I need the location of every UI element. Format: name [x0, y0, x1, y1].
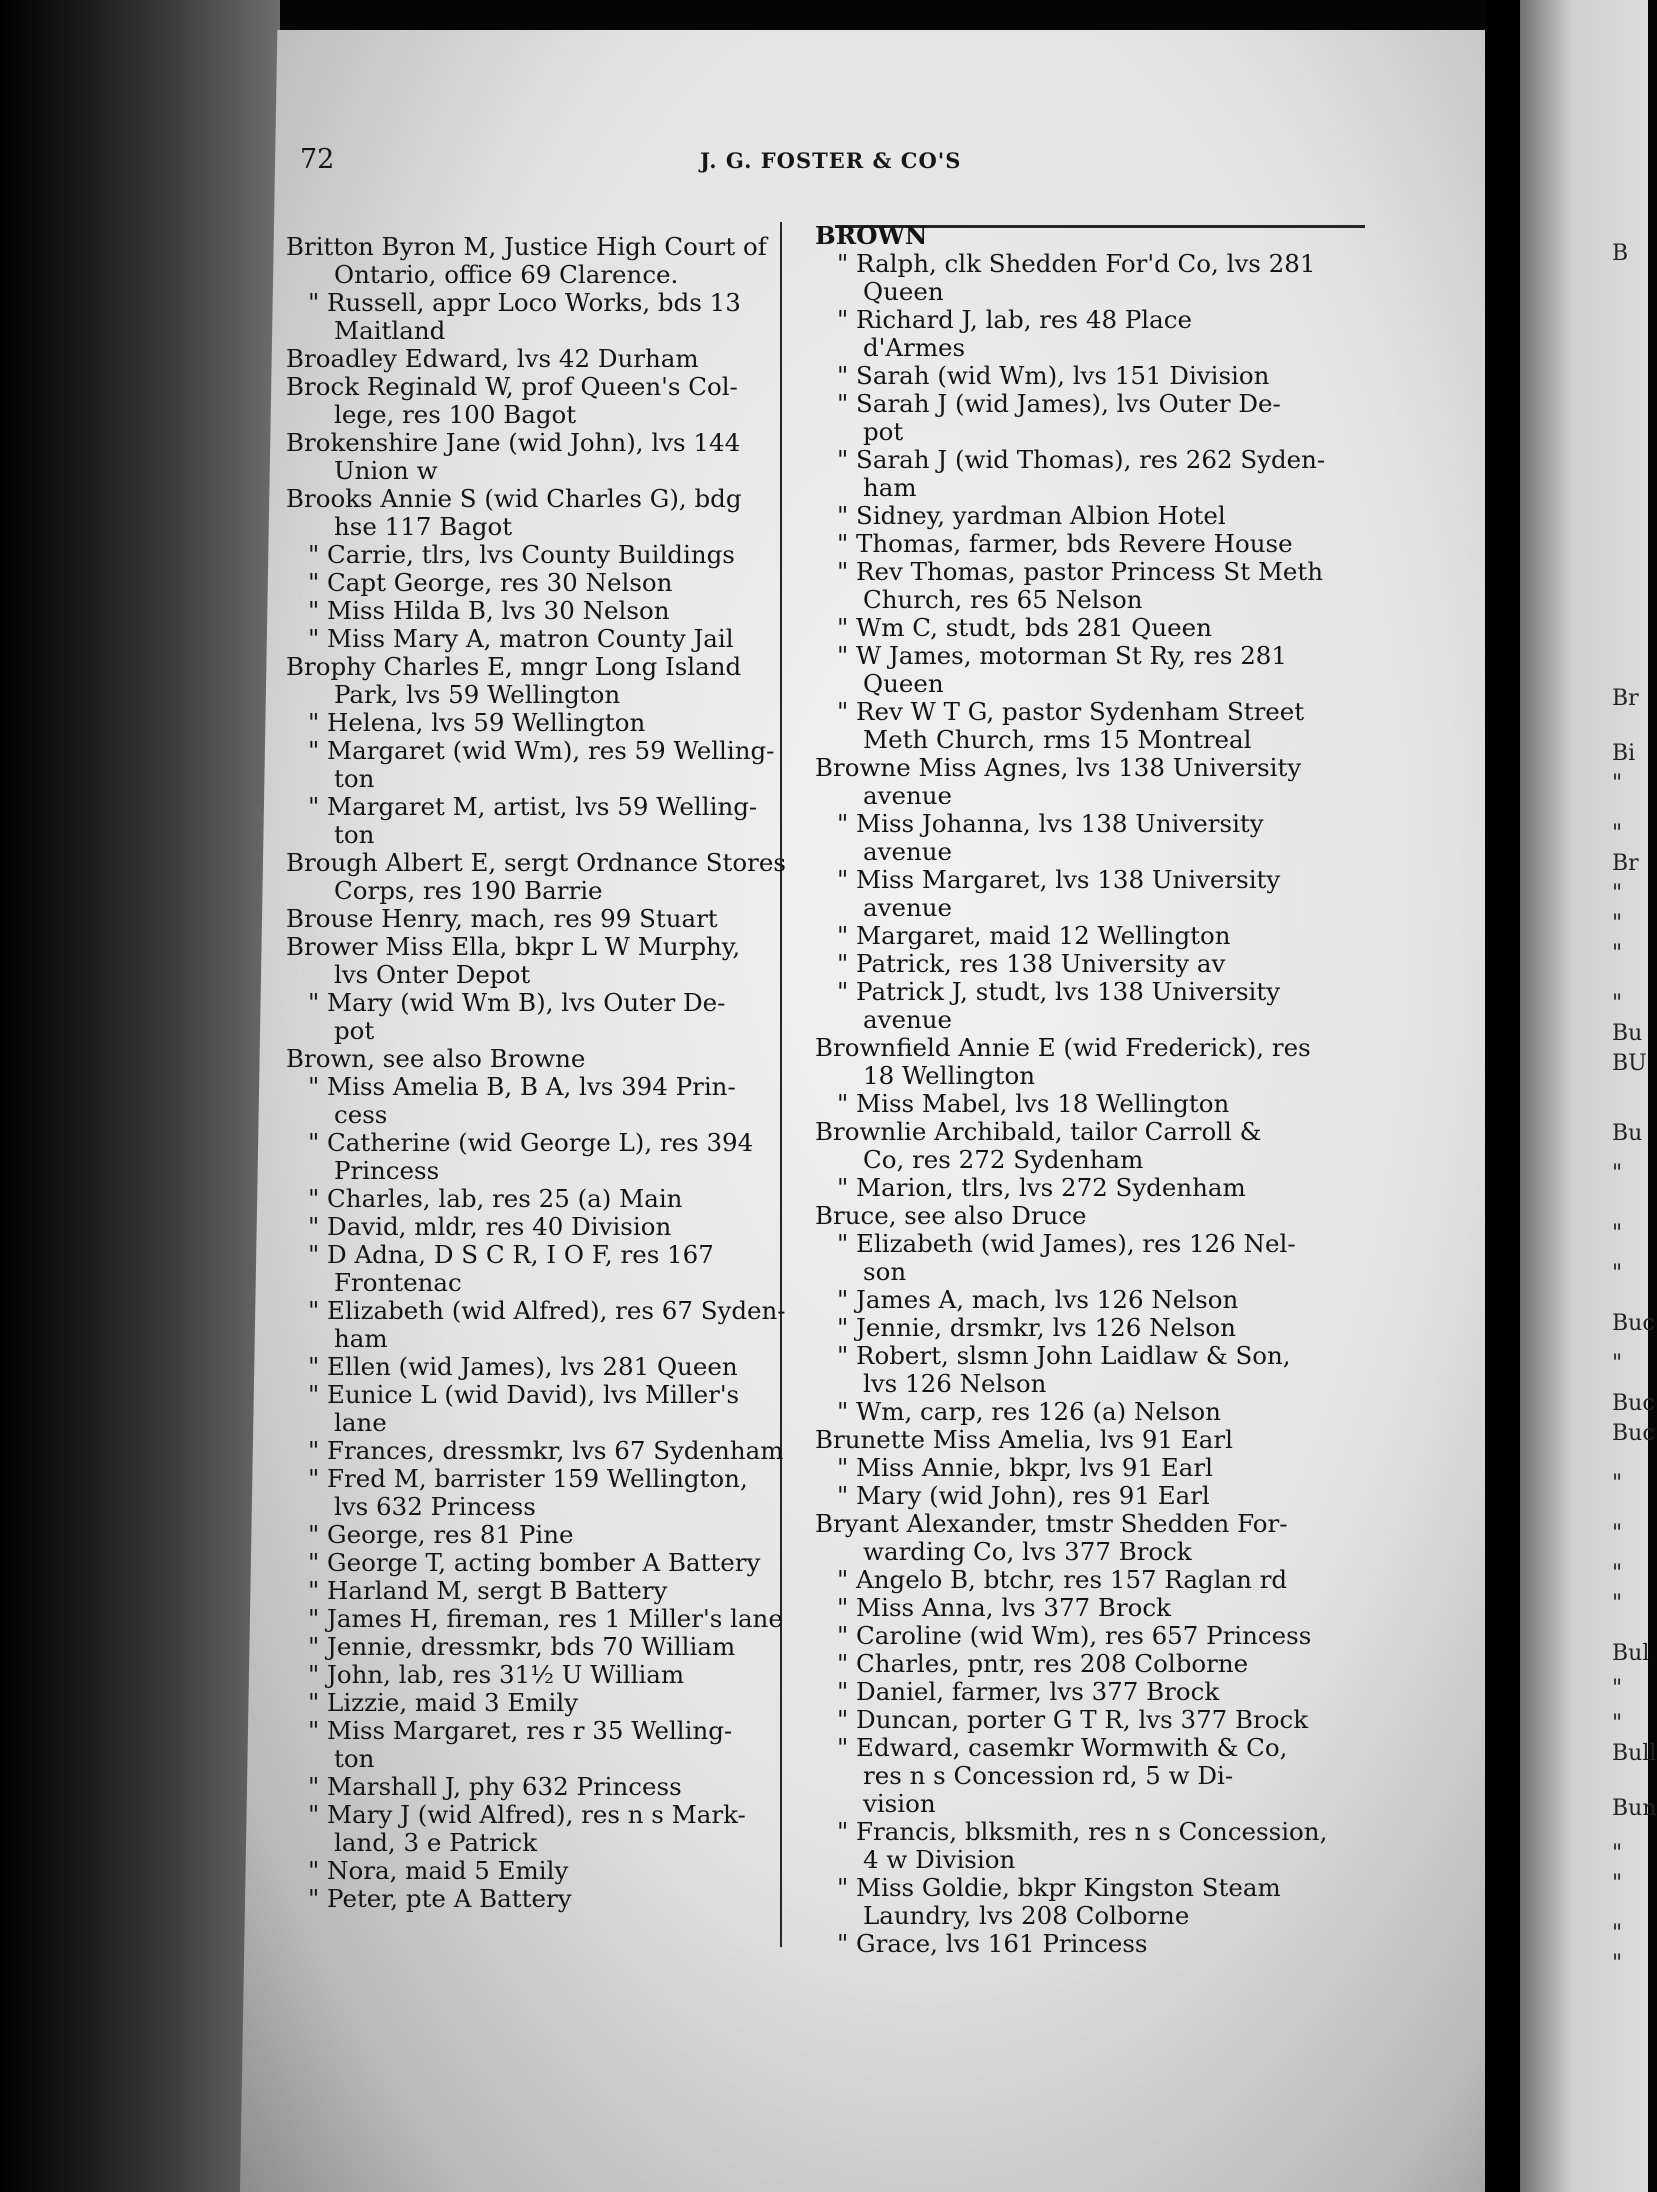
facing-page-fragment: " — [1612, 1161, 1623, 1186]
directory-line: " Elizabeth (wid Alfred), res 67 Syden- — [308, 1296, 786, 1325]
directory-line: " Richard J, lab, res 48 Place — [837, 305, 1192, 334]
directory-line: " Frances, dressmkr, lvs 67 Sydenham — [308, 1436, 784, 1465]
directory-line: " Wm, carp, res 126 (a) Nelson — [837, 1397, 1221, 1426]
page-number: 72 — [300, 144, 335, 175]
directory-line: " Daniel, farmer, lvs 377 Brock — [837, 1677, 1220, 1706]
facing-page-fragment: B — [1612, 241, 1629, 266]
directory-line: avenue — [863, 837, 953, 866]
directory-line: Brock Reginald W, prof Queen's Col- — [286, 372, 738, 401]
directory-line: " Rev Thomas, pastor Princess St Meth — [837, 557, 1324, 586]
directory-line: " Peter, pte A Battery — [308, 1884, 572, 1913]
directory-line: " Jennie, drsmkr, lvs 126 Nelson — [837, 1313, 1236, 1342]
directory-line: " Miss Goldie, bkpr Kingston Steam — [837, 1873, 1281, 1902]
directory-line: Brophy Charles E, mngr Long Island — [286, 652, 742, 681]
directory-line: " Miss Margaret, res r 35 Welling- — [308, 1716, 733, 1745]
directory-line: " James A, mach, lvs 126 Nelson — [837, 1285, 1239, 1314]
directory-line: " Mary (wid Wm B), lvs Outer De- — [308, 988, 726, 1017]
directory-line: " Carrie, tlrs, lvs County Buildings — [308, 540, 735, 569]
directory-line: " Elizabeth (wid James), res 126 Nel- — [837, 1229, 1296, 1258]
directory-line: hse 117 Bagot — [334, 512, 513, 541]
directory-line: Co, res 272 Sydenham — [863, 1145, 1144, 1174]
directory-line: Brokenshire Jane (wid John), lvs 144 — [286, 428, 741, 457]
directory-line: lvs 632 Princess — [334, 1492, 536, 1521]
directory-line: " Margaret M, artist, lvs 59 Welling- — [308, 792, 758, 821]
facing-page-fragment: " — [1612, 1561, 1623, 1586]
directory-line: Brouse Henry, mach, res 99 Stuart — [286, 904, 718, 933]
directory-line: " George, res 81 Pine — [308, 1520, 574, 1549]
facing-page-fragment: Br — [1612, 686, 1639, 711]
directory-line: son — [863, 1257, 907, 1286]
directory-line: " Miss Mabel, lvs 18 Wellington — [837, 1089, 1230, 1118]
directory-line: " Sarah J (wid James), lvs Outer De- — [837, 389, 1281, 418]
facing-page-fragment: Bu — [1612, 1021, 1643, 1046]
directory-line: Queen — [863, 669, 944, 698]
directory-line: Bryant Alexander, tmstr Shedden For- — [815, 1509, 1288, 1538]
directory-line: cess — [334, 1100, 388, 1129]
facing-page-fragment: " — [1612, 1351, 1623, 1376]
directory-line: Brown, see also Browne — [286, 1044, 586, 1073]
directory-line: Queen — [863, 277, 944, 306]
directory-line: " Mary J (wid Alfred), res n s Mark- — [308, 1800, 746, 1829]
directory-line: " George T, acting bomber A Battery — [308, 1548, 761, 1577]
facing-page-fragment: Bul — [1612, 1641, 1650, 1666]
facing-page-fragment: " — [1612, 1261, 1623, 1286]
directory-line: " Angelo B, btchr, res 157 Raglan rd — [837, 1565, 1288, 1594]
facing-page-fragment: " — [1612, 1221, 1623, 1246]
facing-page-fragment: " — [1612, 1521, 1623, 1546]
directory-line: " Miss Annie, bkpr, lvs 91 Earl — [837, 1453, 1213, 1482]
directory-line: Broadley Edward, lvs 42 Durham — [286, 344, 699, 373]
directory-line: " Mary (wid John), res 91 Earl — [837, 1481, 1210, 1510]
directory-line: " Margaret, maid 12 Wellington — [837, 921, 1231, 950]
facing-page-fragment: Bun — [1612, 1796, 1657, 1821]
directory-line: " Grace, lvs 161 Princess — [837, 1929, 1148, 1958]
directory-line: Princess — [334, 1156, 440, 1185]
directory-line: Bruce, see also Druce — [815, 1201, 1087, 1230]
directory-line: Brownlie Archibald, tailor Carroll & — [815, 1117, 1262, 1146]
directory-line: " Rev W T G, pastor Sydenham Street — [837, 697, 1305, 726]
facing-page-fragment: Buc — [1612, 1311, 1655, 1336]
directory-line: " Francis, blksmith, res n s Concession, — [837, 1817, 1328, 1846]
directory-line: Frontenac — [334, 1268, 462, 1297]
directory-line: " Ralph, clk Shedden For'd Co, lvs 281 — [837, 249, 1316, 278]
facing-page-fragment: " — [1612, 1591, 1623, 1616]
directory-line: " Robert, slsmn John Laidlaw & Son, — [837, 1341, 1291, 1370]
directory-line: " W James, motorman St Ry, res 281 — [837, 641, 1287, 670]
facing-page-fragment: " — [1612, 941, 1623, 966]
directory-line: ton — [334, 820, 375, 849]
directory-line: Corps, res 190 Barrie — [334, 876, 603, 905]
directory-line: " Ellen (wid James), lvs 281 Queen — [308, 1352, 738, 1381]
directory-line: Britton Byron M, Justice High Court of — [286, 232, 767, 261]
directory-line: " Russell, appr Loco Works, bds 13 — [308, 288, 741, 317]
directory-line: " Edward, casemkr Wormwith & Co, — [837, 1733, 1288, 1762]
facing-page-fragment: Bull — [1612, 1741, 1657, 1766]
directory-line: " Eunice L (wid David), lvs Miller's — [308, 1380, 740, 1409]
facing-page-fragment: " — [1612, 911, 1623, 936]
directory-line: Church, res 65 Nelson — [863, 585, 1143, 614]
facing-page-fragment: " — [1612, 1871, 1623, 1896]
directory-line: " Patrick J, studt, lvs 138 University — [837, 977, 1281, 1006]
directory-line: " Lizzie, maid 3 Emily — [308, 1688, 579, 1717]
directory-line: " Marshall J, phy 632 Princess — [308, 1772, 682, 1801]
running-head: J. G. FOSTER & CO'S — [700, 148, 962, 173]
directory-line: d'Armes — [863, 333, 966, 362]
directory-line: Union w — [334, 456, 438, 485]
directory-line: " Miss Anna, lvs 377 Brock — [837, 1593, 1171, 1622]
facing-page-fragment: " — [1612, 991, 1623, 1016]
directory-line: BROWN — [815, 221, 928, 250]
facing-page-fragment: Buc — [1612, 1391, 1655, 1416]
facing-page-fragment: Buc — [1612, 1421, 1655, 1446]
directory-line: lvs 126 Nelson — [863, 1369, 1047, 1398]
directory-line: " Helena, lvs 59 Wellington — [308, 708, 646, 737]
directory-line: lane — [334, 1408, 387, 1437]
directory-line: avenue — [863, 1005, 953, 1034]
directory-line: " Miss Mary A, matron County Jail — [308, 624, 734, 653]
directory-line: " Charles, pntr, res 208 Colborne — [837, 1649, 1249, 1678]
directory-line: Ontario, office 69 Clarence. — [334, 260, 679, 289]
facing-page-fragment: " — [1612, 771, 1623, 796]
directory-line: " Miss Johanna, lvs 138 University — [837, 809, 1264, 838]
directory-line: 4 w Division — [863, 1845, 1016, 1874]
directory-line: " James H, fireman, res 1 Miller's lane — [308, 1604, 783, 1633]
facing-page-fragment: " — [1612, 1841, 1623, 1866]
directory-line: " Caroline (wid Wm), res 657 Princess — [837, 1621, 1312, 1650]
page-gutter — [1485, 0, 1520, 2192]
directory-line: avenue — [863, 781, 953, 810]
directory-line: " Margaret (wid Wm), res 59 Welling- — [308, 736, 775, 765]
directory-line: " Harland M, sergt B Battery — [308, 1576, 668, 1605]
directory-line: " Sidney, yardman Albion Hotel — [837, 501, 1226, 530]
facing-page-fragment: Bi — [1612, 741, 1636, 766]
facing-page-fragment: " — [1612, 1471, 1623, 1496]
directory-line: " Charles, lab, res 25 (a) Main — [308, 1184, 683, 1213]
directory-line: Brownfield Annie E (wid Frederick), res — [815, 1033, 1311, 1062]
directory-line: lege, res 100 Bagot — [334, 400, 577, 429]
directory-line: land, 3 e Patrick — [334, 1828, 538, 1857]
directory-line: pot — [863, 417, 904, 446]
facing-page-fragment: Bu — [1612, 1121, 1643, 1146]
directory-line: " Miss Hilda B, lvs 30 Nelson — [308, 596, 670, 625]
directory-line: " John, lab, res 31½ U William — [308, 1660, 685, 1689]
facing-page-fragment: Br — [1612, 851, 1639, 876]
directory-line: pot — [334, 1016, 375, 1045]
facing-page-fragment: " — [1612, 881, 1623, 906]
facing-page — [1520, 0, 1648, 2192]
directory-line: avenue — [863, 893, 953, 922]
directory-line: res n s Concession rd, 5 w Di- — [863, 1761, 1234, 1790]
directory-line: " Miss Margaret, lvs 138 University — [837, 865, 1281, 894]
directory-line: ham — [334, 1324, 388, 1353]
directory-line: " Jennie, dressmkr, bds 70 William — [308, 1632, 736, 1661]
directory-line: Maitland — [334, 316, 446, 345]
directory-line: Park, lvs 59 Wellington — [334, 680, 621, 709]
directory-line: " Sarah J (wid Thomas), res 262 Syden- — [837, 445, 1326, 474]
directory-line: " David, mldr, res 40 Division — [308, 1212, 672, 1241]
directory-line: " Duncan, porter G T R, lvs 377 Brock — [837, 1705, 1309, 1734]
directory-line: " D Adna, D S C R, I O F, res 167 — [308, 1240, 714, 1269]
directory-line: " Sarah (wid Wm), lvs 151 Division — [837, 361, 1270, 390]
directory-line: warding Co, lvs 377 Brock — [863, 1537, 1192, 1566]
directory-line: " Wm C, studt, bds 281 Queen — [837, 613, 1212, 642]
directory-line: Browne Miss Agnes, lvs 138 University — [815, 753, 1302, 782]
facing-page-fragment: BU — [1612, 1051, 1647, 1076]
directory-line: Brough Albert E, sergt Ordnance Stores — [286, 848, 786, 877]
facing-page-fragment: " — [1612, 1676, 1623, 1701]
directory-line: ham — [863, 473, 917, 502]
directory-line: " Fred M, barrister 159 Wellington, — [308, 1464, 748, 1493]
directory-line: Meth Church, rms 15 Montreal — [863, 725, 1252, 754]
facing-page-fragment: " — [1612, 1921, 1623, 1946]
directory-line: 18 Wellington — [863, 1061, 1035, 1090]
directory-line: ton — [334, 1744, 375, 1773]
directory-line: " Nora, maid 5 Emily — [308, 1856, 569, 1885]
directory-line: " Catherine (wid George L), res 394 — [308, 1128, 754, 1157]
book-spine-shadow — [0, 0, 280, 2192]
directory-line: " Miss Amelia B, B A, lvs 394 Prin- — [308, 1072, 736, 1101]
directory-line: lvs Onter Depot — [334, 960, 531, 989]
left-column-entries — [286, 233, 821, 1913]
directory-line: Brunette Miss Amelia, lvs 91 Earl — [815, 1425, 1233, 1454]
directory-line: Brower Miss Ella, bkpr L W Murphy, — [286, 932, 741, 961]
facing-page-fragment: " — [1612, 1951, 1623, 1976]
facing-page-fragment: " — [1612, 1711, 1623, 1736]
facing-page-fragment: " — [1612, 821, 1623, 846]
directory-line: vision — [863, 1789, 936, 1818]
directory-line: " Thomas, farmer, bds Revere House — [837, 529, 1293, 558]
directory-line: Brooks Annie S (wid Charles G), bdg — [286, 484, 742, 513]
directory-line: Laundry, lvs 208 Colborne — [863, 1901, 1190, 1930]
directory-line: " Patrick, res 138 University av — [837, 949, 1226, 978]
directory-line: ton — [334, 764, 375, 793]
directory-line: " Marion, tlrs, lvs 272 Sydenham — [837, 1173, 1246, 1202]
right-column-entries — [815, 222, 1365, 1958]
directory-line: " Capt George, res 30 Nelson — [308, 568, 673, 597]
